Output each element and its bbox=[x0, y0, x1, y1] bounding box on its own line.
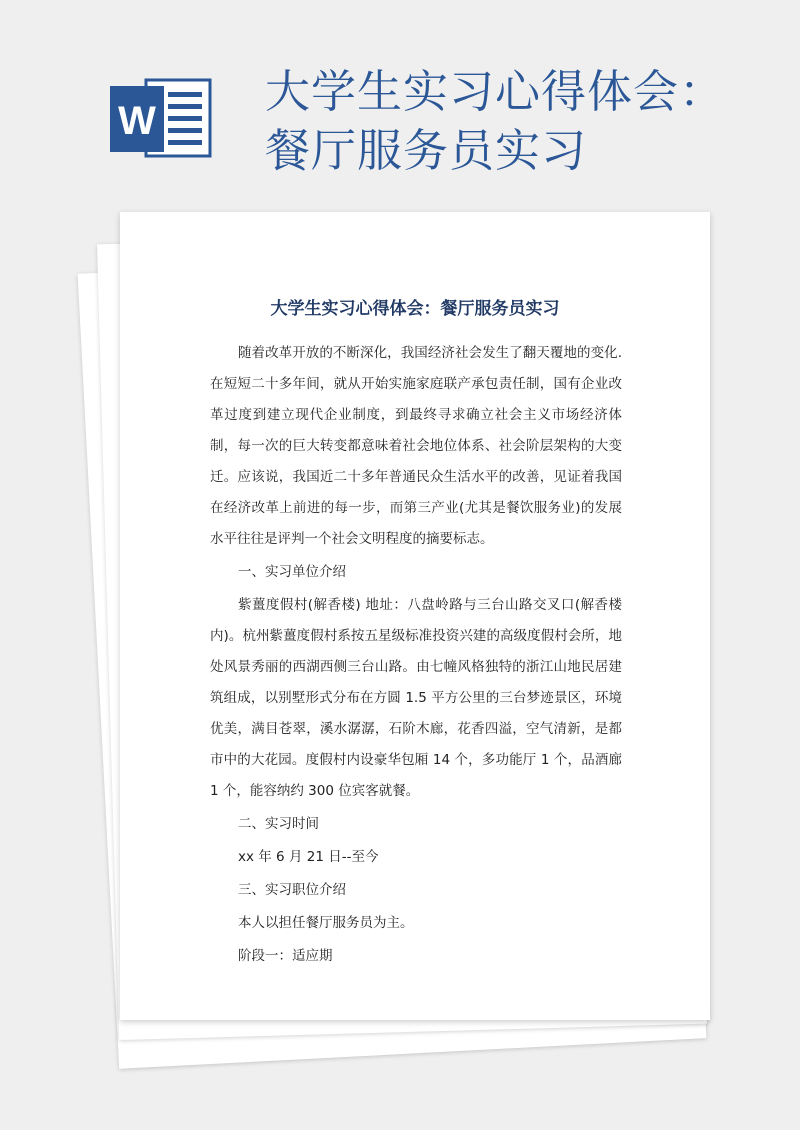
word-document-icon bbox=[110, 76, 214, 160]
internship-date: xx 年 6 月 21 日--至今 bbox=[238, 849, 379, 865]
word-icon-letter: W bbox=[118, 99, 156, 143]
document-title: 大学生实习心得体会：餐厅服务员实习 bbox=[270, 299, 560, 319]
page-title-line-2: 餐厅服务员实习 bbox=[265, 124, 588, 177]
page-title bbox=[265, 62, 785, 180]
section-heading-unit: 一、实习单位介绍 bbox=[238, 564, 346, 580]
document-page bbox=[120, 212, 710, 1020]
paragraph-unit-description: 紫薑度假村(解香楼) 地址：八盘岭路与三台山路交叉口(解香楼内)。杭州紫薑度假村系按五星级标准投资兴建的高级度假村会所，地处风景秀丽的西湖西侧三台山路。由七幢风格独特的浙江山地民居建筑组成，以别墅形式分布在方圆 1.5 平方公里的三台梦迹景区，环境优美，满目苍翠，溪水潺潺，石阶木廊，花香四溢，空气清新，是都市中的大花园。度假村内设豪华包厢 14 个，多功能厅 1 个，品酒廊 1 个，能容纳约 300 位宾客就餐。 bbox=[210, 597, 622, 799]
document-body bbox=[210, 338, 622, 972]
section-heading-time: 二、实习时间 bbox=[238, 816, 319, 832]
section-heading-position: 三、实习职位介绍 bbox=[238, 882, 346, 898]
page-title-line-1: 大学生实习心得体会： bbox=[265, 65, 726, 118]
stage-heading: 阶段一：适应期 bbox=[238, 948, 333, 964]
paragraph-intro: 随着改革开放的不断深化，我国经济社会发生了翻天覆地的变化.在短短二十多年间，就从开始实施家庭联产承包责任制，国有企业改革过度到建立现代企业制度，到最终寻求确立社会主义市场经济体制，每一次的巨大转变都意味着社会地位体系、社会阶层架构的大变迁。应该说，我国近二十多年普通民众生活水平的改善，见证着我国在经济改革上前进的每一步，而第三产业(尤其是餐饮服务业)的发展水平往往是评判一个社会文明程度的摘要标志。 bbox=[210, 345, 622, 547]
paragraph-position: 本人以担任餐厅服务员为主。 bbox=[238, 915, 414, 931]
